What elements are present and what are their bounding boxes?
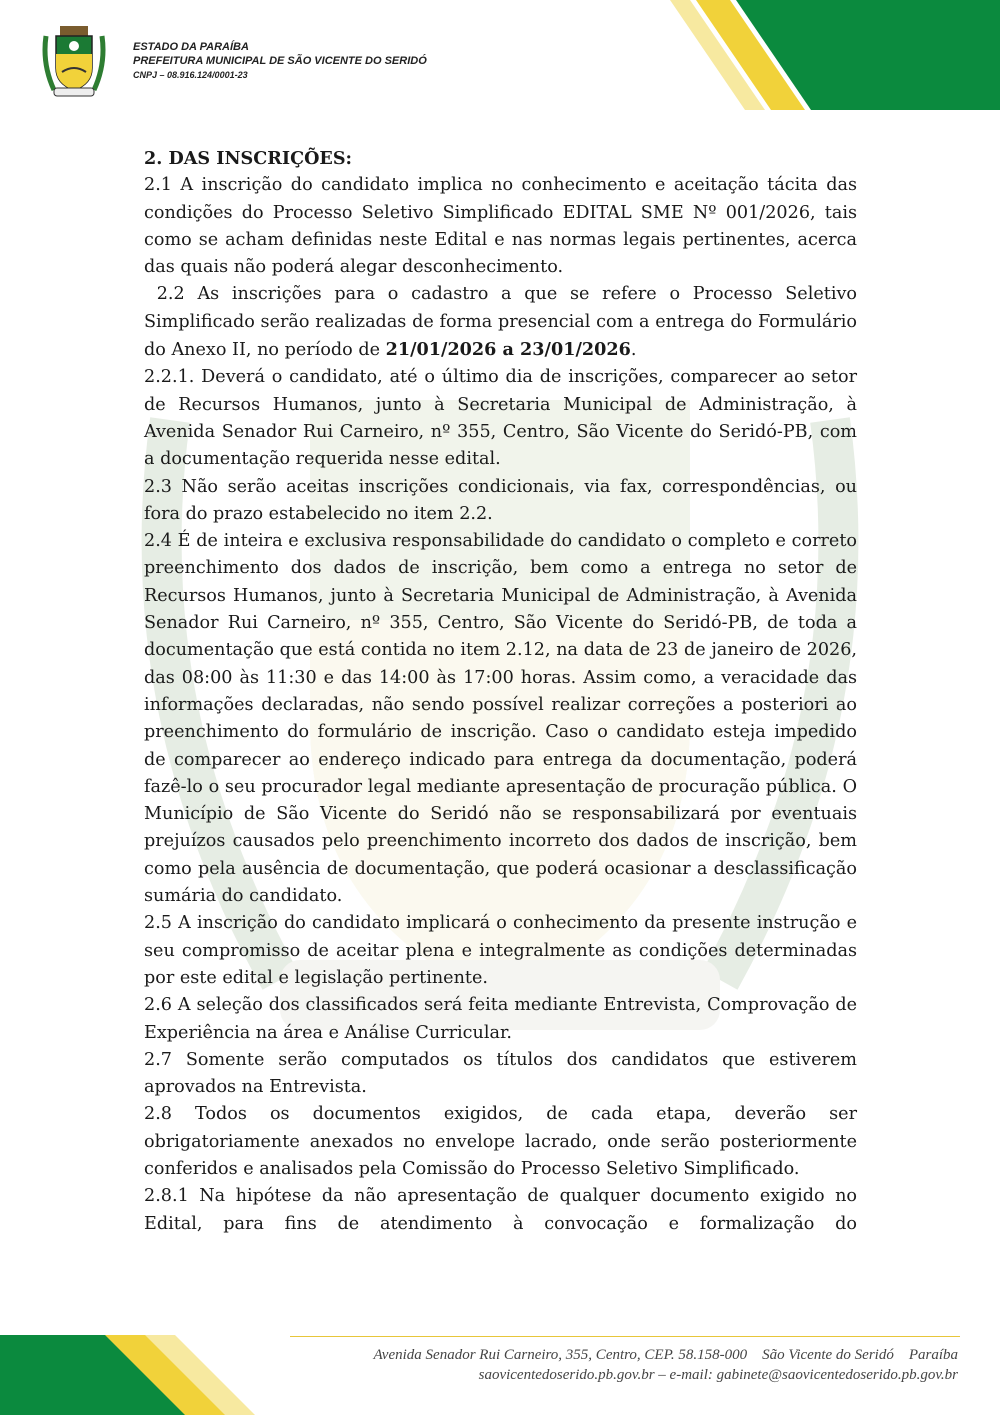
state-name: ESTADO DA PARAÍBA [133,41,249,53]
footer-text [373,1345,958,1385]
page-footer [0,1325,1000,1415]
section-title: 2. DAS INSCRIÇÕES: [144,148,353,169]
paragraph-2-2-1: 2.2.1. Deverá o candidato, até o último dia de inscrições, comparecer ao setor de Recursos Humanos, junto à Secretaria Municipal de Administração, à Avenida Senador Rui Carneiro, nº 355, Centro, São Vicente do Seridó-PB, com a documentação requerida nesse edital. [144,367,857,470]
paragraph-2-2-text: 2.2 As inscrições para o cadastro a que se refere o Processo Seletivo Simplificado serão realizadas de forma presencial com a entrega do Formulário do Anexo II, no período de [144,284,857,361]
paragraph-2-2 [144,281,857,364]
header-text [133,40,427,82]
paragraph-2-1: 2.1 A inscrição do candidato implica no conhecimento e aceitação tácita das condições do Processo Seletivo Simplificado EDITAL SME Nº 001/2026, tais como se acham definidas neste Edital e nas normas legais pertinentes, acerca das quais não poderá alegar desconhecimento. [144,175,857,278]
paragraph-2-8-1: 2.8.1 Na hipótese da não apresentação de qualquer documento exigido no Edital, para fins de atendimento à convocação e formalização do [144,1186,857,1234]
header-decorative-stripes [670,0,1000,110]
footer-address: Avenida Senador Rui Carneiro, 355, Centro, CEP. 58.158-000 São Vicente do Seridó Paraíba [373,1347,958,1363]
paragraph-2-3: 2.3 Não serão aceitas inscrições condicionais, via fax, correspondências, ou fora do prazo estabelecido no item 2.2. [144,476,857,524]
registration-dates: 21/01/2026 a 23/01/2026 [385,339,631,361]
municipality-name: PREFEITURA MUNICIPAL DE SÃO VICENTE DO SERIDÓ [133,55,427,67]
footer-contact: saovicentedoserido.pb.gov.br – e-mail: gabinete@saovicentedoserido.pb.gov.br [478,1367,958,1383]
municipal-crest-icon [40,24,108,100]
page-header [0,0,1000,110]
paragraph-2-2-end: . [630,340,637,361]
cnpj: CNPJ – 08.916.124/0001-23 [133,70,248,80]
footer-decorative-stripes [0,1325,290,1415]
paragraph-2-6: 2.6 A seleção dos classificados será feita mediante Entrevista, Comprovação de Experiência na área e Análise Curricular. [144,995,857,1043]
document-body [144,145,857,1238]
paragraph-2-5: 2.5 A inscrição do candidato implicará o conhecimento da presente instrução e seu compromisso de aceitar plena e integralmente as condições determinadas por este edital e legislação pertinente. [144,913,857,988]
footer-divider [290,1336,960,1337]
paragraph-2-4: 2.4 É de inteira e exclusiva responsabilidade do candidato o completo e correto preenchimento dos dados de inscrição, bem como a entrega no setor de Recursos Humanos, junto à Secretaria Municipal de Administração, à Avenida Senador Rui Carneiro, nº 355, Centro, São Vicente do Seridó-PB, de toda a documentação que está contida no item 2.12, na data de 23 de janeiro de 2026, das 08:00 às 11:30 e das 14:00 às 17:00 horas. Assim como, a veracidade das informações declaradas, não sendo possível realizar correções a posteriori ao preenchimento do formulário de inscrição. Caso o candidato esteja impedido de comparecer ao endereço indicado para entrega da documentação, poderá fazê-lo o seu procurador legal mediante apresentação de procuração pública. O Município de São Vicente do Seridó não se responsabilizará por eventuais prejuízos causados pelo preenchimento incorreto dos dados de inscrição, bem como pela ausência de documentação, que poderá ocasionar a desclassificação sumária do candidato. [144,531,857,907]
paragraph-2-8: 2.8 Todos os documentos exigidos, de cada etapa, deverão ser obrigatoriamente anexados no envelope lacrado, onde serão posteriormente conferidos e analisados pela Comissão do Processo Seletivo Simplificado. [144,1104,857,1179]
paragraph-2-7: 2.7 Somente serão computados os títulos dos candidatos que estiverem aprovados na Entrevista. [144,1049,857,1098]
